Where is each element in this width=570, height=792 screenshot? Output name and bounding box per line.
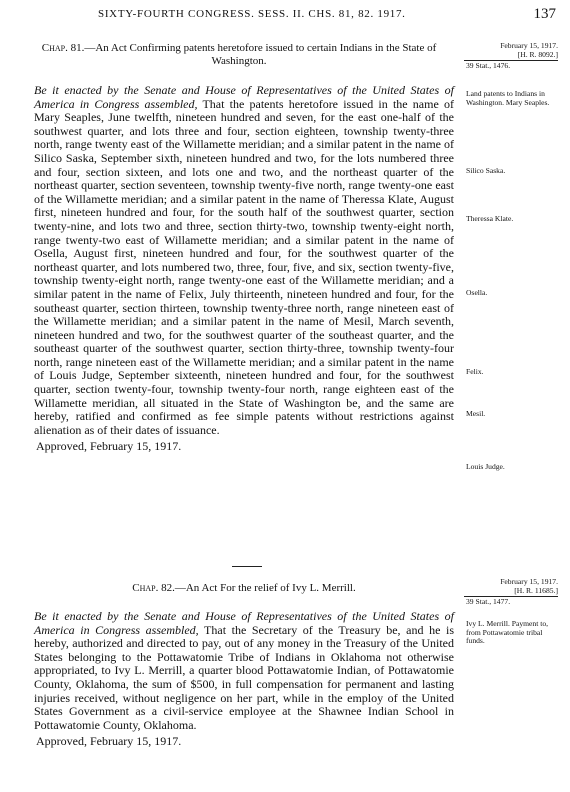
chapter-82-stub-stat: 39 Stat., 1477. xyxy=(466,597,511,607)
chapter-81-stub-bill: [H. R. 8092.] xyxy=(517,49,558,59)
chapter-82-title: —An Act For the relief of Ivy L. Merrill. xyxy=(174,582,356,594)
margin-note-felix: Felix. xyxy=(466,367,484,376)
margin-note-osella: Osella. xyxy=(466,288,488,297)
chapter-82-stub xyxy=(458,578,558,607)
margin-note-silico-saska: Silico Saska. xyxy=(466,166,506,175)
margin-note-theressa-klate: Theressa Klate. xyxy=(466,214,514,223)
margin-note-ivy-merrill: Ivy L. Merrill. Payment to, from Pottawatomie tribal funds. xyxy=(466,619,549,646)
chapter-82-enacting-clause: Be it enacted by the Senate and House of Representatives of the United States of America in Congress assembled, xyxy=(34,609,454,637)
running-title: SIXTY-FOURTH CONGRESS. SESS. II. CHS. 81, 82. 1917. xyxy=(98,8,406,20)
chapter-82-text xyxy=(34,610,454,749)
section-divider xyxy=(232,566,262,567)
chapter-82-label: Chap. 82. xyxy=(132,582,175,594)
chapter-81-stub xyxy=(458,42,558,71)
margin-note-louis-judge: Louis Judge. xyxy=(466,462,505,471)
chapter-82-stub-bill: [H. R. 11685.] xyxy=(514,585,558,595)
page-number: 137 xyxy=(533,6,556,22)
chapter-81-body: That the patents heretofore issued in the name of Mary Seaples, June twelfth, nineteen hundred and seven, for the east one-half of the southwest quarter, and lots three and four, section eighteen, township twenty-three north, range twenty east of the Willamette meridian; and a similar patent in the name of Silico Saska, September sixth, nineteen hundred and two, for the lots numbered three and four, section sixteen, and lots one and two, and the northeast quarter of the northeast quarter, section seventeen, township twenty-five north, range twenty-one east of the Willamette meridian; and a similar patent in the name of Theressa Klate, August first, nineteen hundred and four, for the south half of the southwest quarter, section twenty-nine, and lots two and three, section thirty-two, township twenty-eight north, range twenty-two east of Willamette meridian; and a similar patent in the name of Osella, August first, nineteen hundred and four, for the southwest quarter of the northeast quarter, and lots numbered two, three, four, five, and six, section twenty-five, township twenty-eight north, range twenty-one east of the Willamette meridian; and a similar patent in the name of Felix, July thirteenth, nineteen hundred and four, for the southeast quarter, section thirteen, township twenty-three north, range nineteen east of the Willamette meridian; and a similar patent in the name of Mesil, March seventh, nineteen hundred and two, for the southwest quarter of the southeast quarter, and the southeast quarter of the southwest quarter, section thirty-three, township twenty-four north, range nineteen east of the Willamette meridian; and a similar patent in the name of Louis Judge, September sixteenth, nineteen hundred and four, for the southwest quarter, section twenty-four, township twenty-four north, range eighteen east of the Willamette meridian, all situated in the State of Washington be, and the same are hereby, ratified and confirmed as fee simple patents without restrictions against alienation as of their dates of issuance. xyxy=(34,96,454,437)
chapter-82-approved: Approved, February 15, 1917. xyxy=(36,734,182,749)
chapter-81-stub-stat: 39 Stat., 1476. xyxy=(466,61,511,71)
chapter-81-text xyxy=(34,84,454,454)
chapter-81-label: Chap. 81. xyxy=(41,42,85,54)
margin-note-mary-seaples: Land patents to Indians in Washington. Mary Seaples. xyxy=(466,89,550,107)
chapter-81-stub-date: February 15, 1917. xyxy=(500,41,558,50)
running-header xyxy=(36,8,556,24)
margin-note-mesil: Mesil. xyxy=(466,409,486,418)
chapter-82-body: That the Secretary of the Treasury be, and he is hereby, authorized and directed to pay, out of any money in the Treasury of the United States belonging to the Pottawatomie Tribe of Indians in Oklahoma not otherwise appropriated, to Ivy L. Merrill, a quarter blood Pottawatomie Indian, of Pottawatomie County, Oklahoma, the sum of $500, in full compensation for permanent and lasting injuries received, without negligence on her part, while in the employ of the United States Government as a civil-service employee at the Shawnee Indian School in Pottawatomie County, Oklahoma. xyxy=(34,622,454,732)
chapter-82-stub-date: February 15, 1917. xyxy=(500,577,558,586)
chapter-81-approved: Approved, February 15, 1917. xyxy=(36,439,182,454)
chapter-81-title: —An Act Confirming patents heretofore issued to certain Indians in the State of Washington. xyxy=(84,42,437,67)
chapter-81-heading xyxy=(34,42,454,67)
chapter-82-heading xyxy=(34,582,454,595)
chapter-81-enacting-clause: Be it enacted by the Senate and House of Representatives of the United States of America in Congress assembled, xyxy=(34,83,454,111)
